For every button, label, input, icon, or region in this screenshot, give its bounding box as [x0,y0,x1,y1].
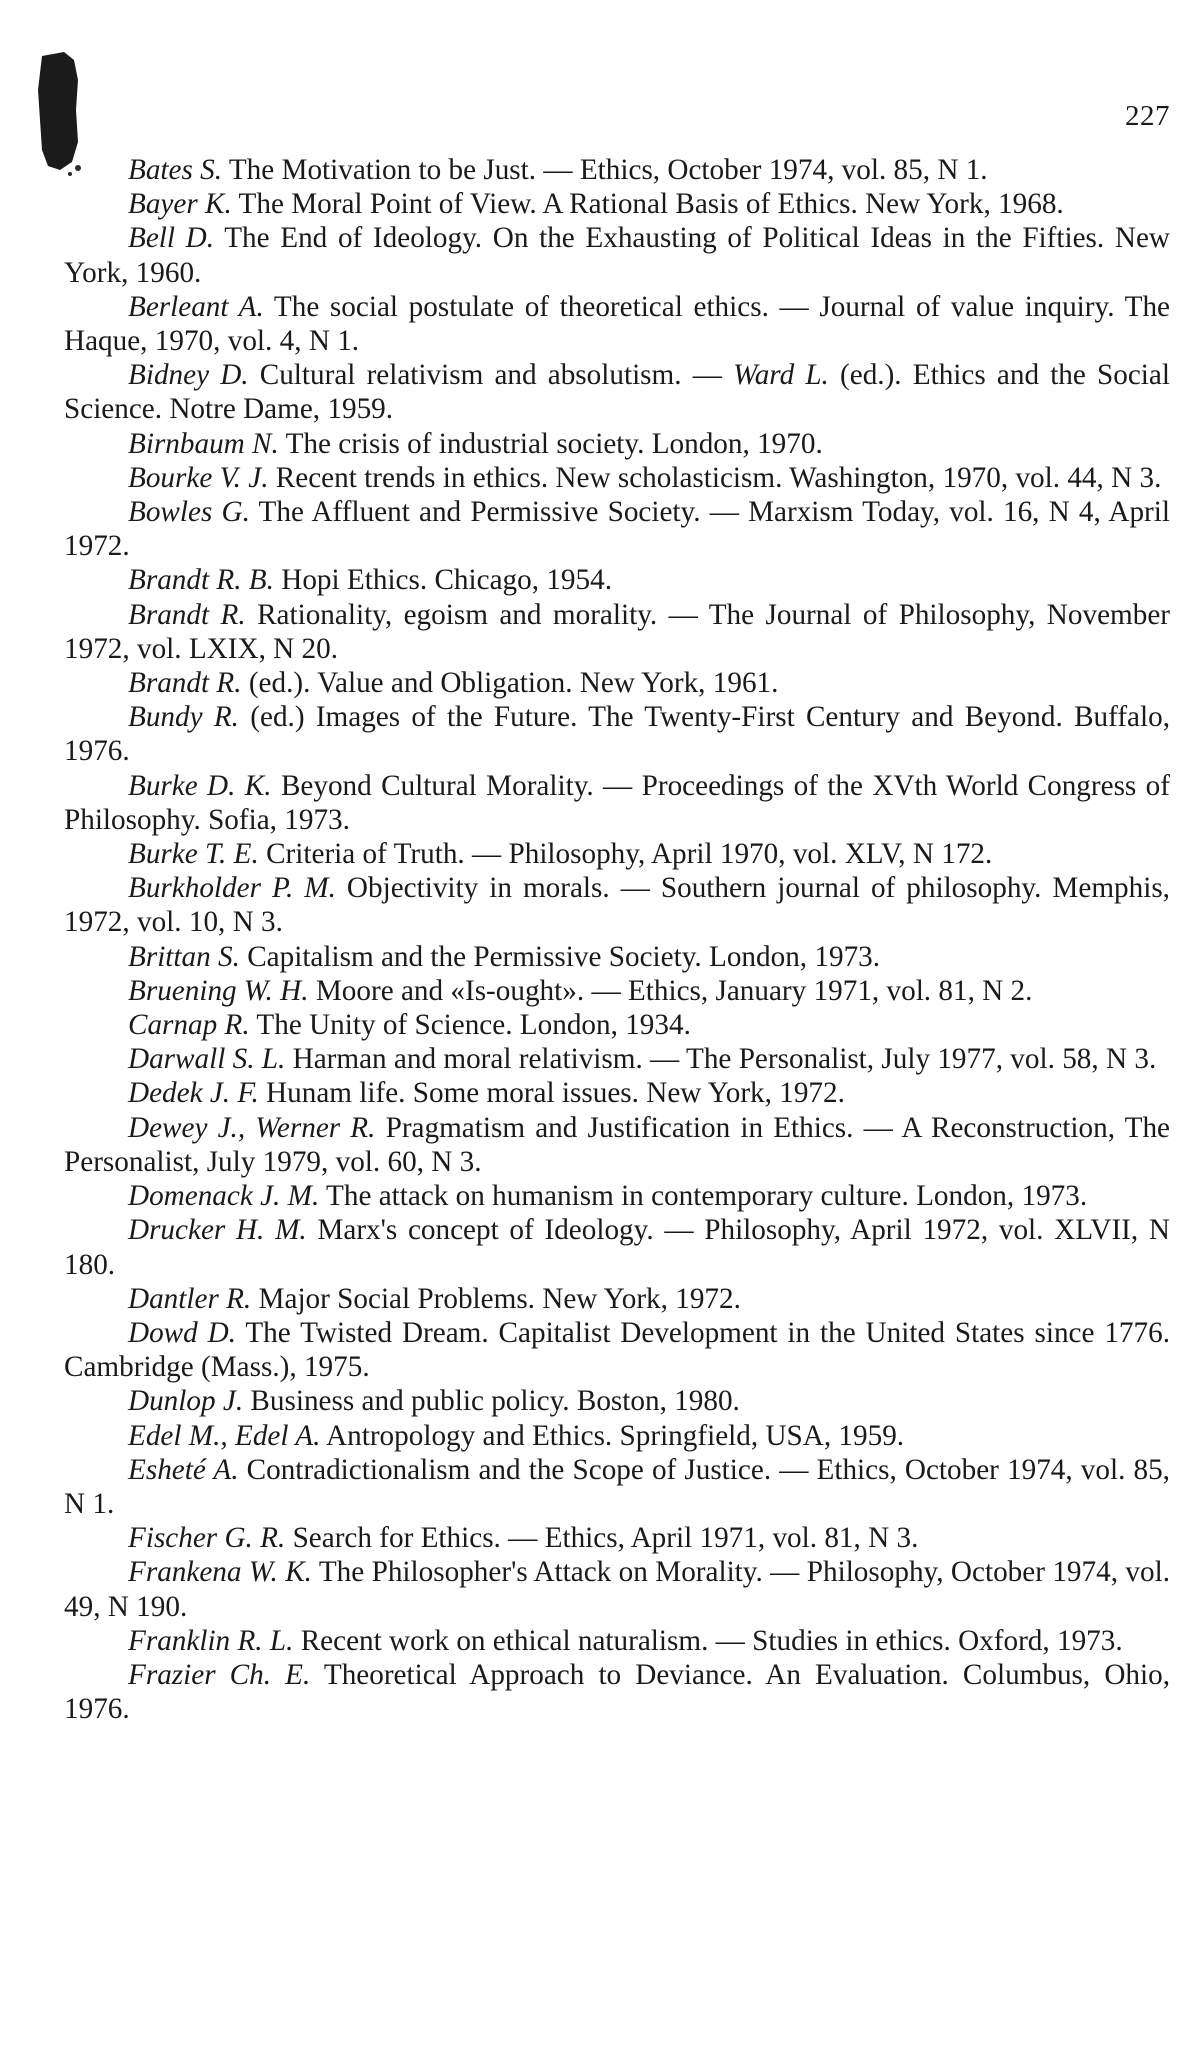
entry-text: Moore and «Is-ought». — Ethics, January 1971, vol. 81, N 2. [308,974,1033,1007]
bibliography-entry [64,1384,1170,1418]
entry-author: Carnap R. [128,1009,250,1042]
entry-text: (ed.). Value and Obligation. New York, 1961. [241,667,779,700]
entry-author: Bundy R. [128,701,239,734]
bibliography-entry [64,1076,1170,1110]
entry-text: The Twisted Dream. Capitalist Development in the United States since 1776. Cambridge (Mass.), 1975. [64,1316,1170,1384]
entry-text-continued: (ed.). Ethics and the Social Science. Notre Dame, 1959. [64,359,1170,426]
entry-author: Bourke V. J. [128,461,269,494]
bibliography-entry [64,940,1170,974]
entry-author: Burkholder P. M. [128,872,336,905]
bibliography-entry [64,495,1170,563]
entry-text: Search for Ethics. — Ethics, April 1971, vol. 81, N 3. [285,1522,919,1555]
bibliography-entry [64,1316,1170,1384]
entry-author: Domenack J. M. [128,1180,320,1213]
entry-text: Hopi Ethics. Chicago, 1954. [273,564,612,597]
entry-author: Bowles G. [128,496,250,529]
entry-text: The Affluent and Permissive Society. — Marxism Today, vol. 16, N 4, April 1972. [64,496,1170,563]
bibliography-entry [64,1521,1170,1555]
entry-author: Bruening W. H. [128,974,309,1007]
entry-text: The Moral Point of View. A Rational Basis of Ethics. New York, 1968. [231,188,1064,221]
bibliography-entry [64,769,1170,837]
entry-text: The crisis of industrial society. London, 1970. [278,427,823,460]
entry-text: (ed.) Images of the Future. The Twenty-First Century and Beyond. Buffalo, 1976. [64,701,1170,768]
entry-text: Recent trends in ethics. New scholasticism. Washington, 1970, vol. 44, N 3. [268,461,1162,494]
entry-text: Criteria of Truth. — Philosophy, April 1970, vol. XLV, N 172. [258,838,993,871]
entry-text: Harman and moral relativism. — The Personalist, July 1977, vol. 58, N 3. [285,1043,1157,1076]
entry-text: The attack on humanism in contemporary culture. London, 1973. [319,1180,1088,1213]
entry-author: Brandt R. B. [128,564,274,597]
bibliography-entry [64,1419,1170,1453]
entry-author: Dewey J., Werner R. [128,1111,376,1144]
entry-author: Darwall S. L. [128,1043,286,1076]
entry-text: The Motivation to be Just. — Ethics, October 1974, vol. 85, N 1. [222,154,988,186]
entry-text: Rationality, egoism and morality. — The Journal of Philosophy, November 1972, vol. LXIX, N 20. [64,598,1170,665]
bibliography-entry [64,153,1170,187]
entry-author: Frazier Ch. E. [128,1658,311,1691]
bibliography-entry [64,1555,1170,1623]
bibliography-entry [64,598,1170,666]
entry-text: Pragmatism and Justification in Ethics. — A Reconstruction, The Personalist, July 1979, vol. 60, N 3. [64,1111,1170,1178]
entry-text: Contradictionalism and the Scope of Justice. — Ethics, October 1974, vol. 85, N 1. [64,1453,1170,1520]
entry-author: Dantler R. [128,1282,252,1315]
entry-author: Dedek J. F. [128,1077,259,1110]
entry-text: Objectivity in morals. — Southern journal of philosophy. Memphis, 1972, vol. 10, N 3. [64,872,1170,939]
entry-text: Major Social Problems. New York, 1972. [251,1282,741,1315]
entry-text: Business and public policy. Boston, 1980. [243,1385,740,1418]
bibliography-list [64,153,1170,1726]
bibliography-entry [64,700,1170,768]
entry-author: Dowd D. [128,1316,236,1349]
entry-author: Bayer K. [128,188,232,221]
entry-author: Bidney D. [128,359,249,392]
entry-editor: Ward L. [733,359,829,392]
entry-text: The Unity of Science. London, 1934. [249,1009,691,1042]
entry-author: Franklin R. L. [128,1624,294,1657]
bibliography-entry [64,1282,1170,1316]
bibliography-entry [64,871,1170,939]
entry-text: Beyond Cultural Morality. — Proceedings of the XVth World Congress of Philosophy. Sofia, 1973. [64,769,1170,836]
entry-author: Dunlop J. [128,1385,244,1418]
bibliography-entry [64,1111,1170,1179]
bibliography-entry [64,221,1170,289]
bibliography-entry [64,1179,1170,1213]
entry-author: Bell D. [128,222,215,255]
entry-author: Edel M., Edel A. [128,1419,321,1452]
bibliography-entry [64,837,1170,871]
bibliography-entry [64,1453,1170,1521]
entry-text: The social postulate of theoretical ethics. — Journal of value inquiry. The Haque, 1970, vol. 4, N 1. [64,290,1170,358]
entry-text: Marx's concept of Ideology. — Philosophy, April 1972, vol. XLVII, N 180. [64,1214,1170,1281]
entry-text: Hunam life. Some moral issues. New York, 1972. [258,1077,845,1110]
bibliography-entry [64,1658,1170,1726]
entry-author: Fischer G. R. [128,1522,286,1555]
entry-text: Theoretical Approach to Deviance. An Evaluation. Columbus, Ohio, 1976. [64,1658,1170,1726]
entry-author: Brittan S. [128,940,240,973]
bibliography-entry [64,290,1170,358]
bibliography-entry [64,1008,1170,1042]
entry-author: Bates S. [128,154,223,186]
bibliography-entry [64,187,1170,221]
entry-author: Brandt R. [128,598,246,631]
entry-author: Burke D. K. [128,769,272,802]
entry-text: The End of Ideology. On the Exhausting of Political Ideas in the Fifties. New York, 1960. [64,222,1170,289]
bibliography-entry [64,461,1170,495]
bibliography-entry [64,974,1170,1008]
bibliography-entry [64,666,1170,700]
entry-author: Berleant A. [128,290,264,323]
entry-text: The Philosopher's Attack on Morality. — Philosophy, October 1974, vol. 49, N 190. [64,1556,1170,1623]
entry-author: Frankena W. K. [128,1556,312,1589]
page-number: 227 [1125,100,1170,132]
entry-author: Birnbaum N. [128,427,279,460]
entry-text: Capitalism and the Permissive Society. London, 1973. [239,940,881,973]
bibliography-entry [64,1624,1170,1658]
bibliography-entry [64,563,1170,597]
entry-author: Drucker H. M. [128,1214,307,1247]
entry-text: Recent work on ethical naturalism. — Studies in ethics. Oxford, 1973. [293,1624,1123,1657]
entry-author: Esheté A. [128,1453,239,1486]
entry-author: Brandt R. [128,667,242,700]
entry-author: Burke T. E. [128,838,259,871]
entry-text: Antropology and Ethics. Springfield, USA, 1959. [320,1419,905,1452]
bibliography-entry [64,427,1170,461]
bibliography-entry [64,358,1170,426]
bibliography-entry [64,1213,1170,1281]
bibliography-entry [64,1042,1170,1076]
entry-text: Cultural relativism and absolutism. — [248,359,734,392]
